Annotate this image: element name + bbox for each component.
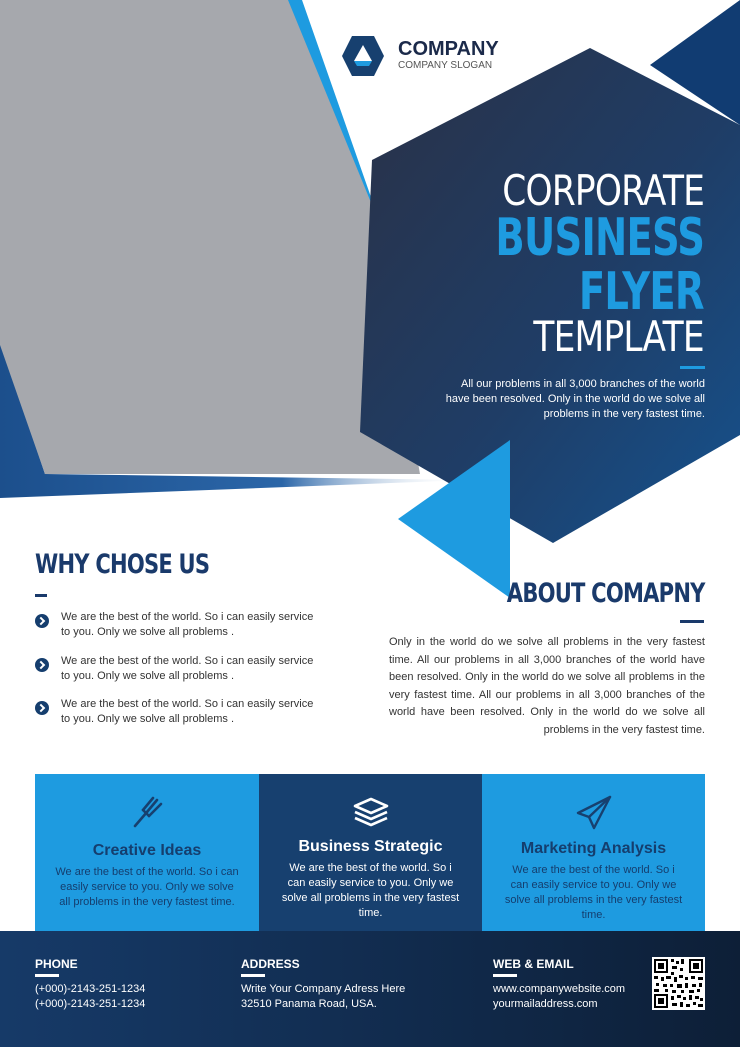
service-card-business-strategic	[259, 774, 482, 931]
service-text: We are the best of the world. So i can easily service to you. Only we solve all problems in the very fastest time.	[504, 864, 683, 921]
service-title: Creative Ideas	[92, 842, 202, 859]
hero-underline	[680, 366, 705, 369]
hero-title-line-2: BUSINESS	[495, 208, 704, 268]
phone-underline	[35, 974, 59, 977]
service-title: Business Strategic	[298, 838, 443, 855]
paper-plane-icon	[574, 794, 614, 832]
phone-number-1: (+000)-2143-251-1234	[35, 983, 146, 995]
service-card-creative-ideas	[35, 774, 259, 931]
address-line-2: 32510 Panama Road, USA.	[241, 998, 377, 1010]
why-item-text: We are the best of the world. So i can easily service to you. Only we solve all problems .	[61, 655, 314, 682]
website-link[interactable]: www.companywebsite.com	[493, 983, 626, 995]
hero-title-line-1: CORPORATE	[502, 166, 704, 215]
phone-number-2: (+000)-2143-251-1234	[35, 998, 146, 1010]
why-item-text: We are the best of the world. So i can easily service to you. Only we solve all problems .	[61, 611, 314, 638]
service-text: We are the best of the world. So i can easily service to you. Only we solve all problems in the very fastest time.	[281, 862, 460, 919]
address-underline	[241, 974, 265, 977]
about-description: Only in the world do we solve all problems in the very fastest time. All our problems in all 3,000 branches of the world have been resolved. Only in the world do we solve all problems in the very fastest time. All our problems in all 3,000 branches of the world have been resolved. Only in the world do we solve all problems in the very fastest time.	[389, 636, 705, 736]
hero-title-line-3: FLYER	[579, 262, 704, 322]
hero-description: All our problems in all 3,000 branches of the world have been resolved. Only in the world do we solve all problems in the very fastest time.	[445, 378, 705, 420]
layers-icon	[351, 796, 391, 832]
web-email-label: WEB & EMAIL	[493, 957, 574, 971]
service-title: Marketing Analysis	[520, 840, 667, 857]
service-text: We are the best of the world. So i can easily service to you. Only we solve all problems in the very fastest time.	[55, 866, 239, 908]
why-item	[35, 697, 315, 727]
logo-icon	[341, 35, 385, 77]
chevron-right-icon	[35, 614, 49, 628]
about-title: ABOUT COMAPNY	[507, 578, 705, 609]
qr-code-icon[interactable]	[652, 957, 705, 1010]
address-label: ADDRESS	[241, 957, 300, 971]
why-item	[35, 610, 315, 640]
company-name: COMPANY	[398, 38, 499, 60]
fork-icon	[127, 792, 167, 832]
address-line-1: Write Your Company Adress Here	[241, 983, 406, 995]
why-title: WHY CHOSE US	[35, 549, 210, 580]
company-slogan: COMPANY SLOGAN	[398, 60, 493, 71]
why-item	[35, 654, 315, 684]
service-card-marketing-analysis	[482, 774, 705, 931]
why-item-text: We are the best of the world. So i can easily service to you. Only we solve all problems .	[61, 698, 314, 725]
why-underline	[35, 594, 47, 597]
phone-label: PHONE	[35, 957, 78, 971]
chevron-right-icon	[35, 701, 49, 715]
hero-title-line-4: TEMPLATE	[533, 312, 704, 361]
about-underline	[680, 620, 704, 623]
web-email-underline	[493, 974, 517, 977]
email-link[interactable]: yourmailaddress.com	[493, 998, 598, 1010]
chevron-right-icon	[35, 658, 49, 672]
